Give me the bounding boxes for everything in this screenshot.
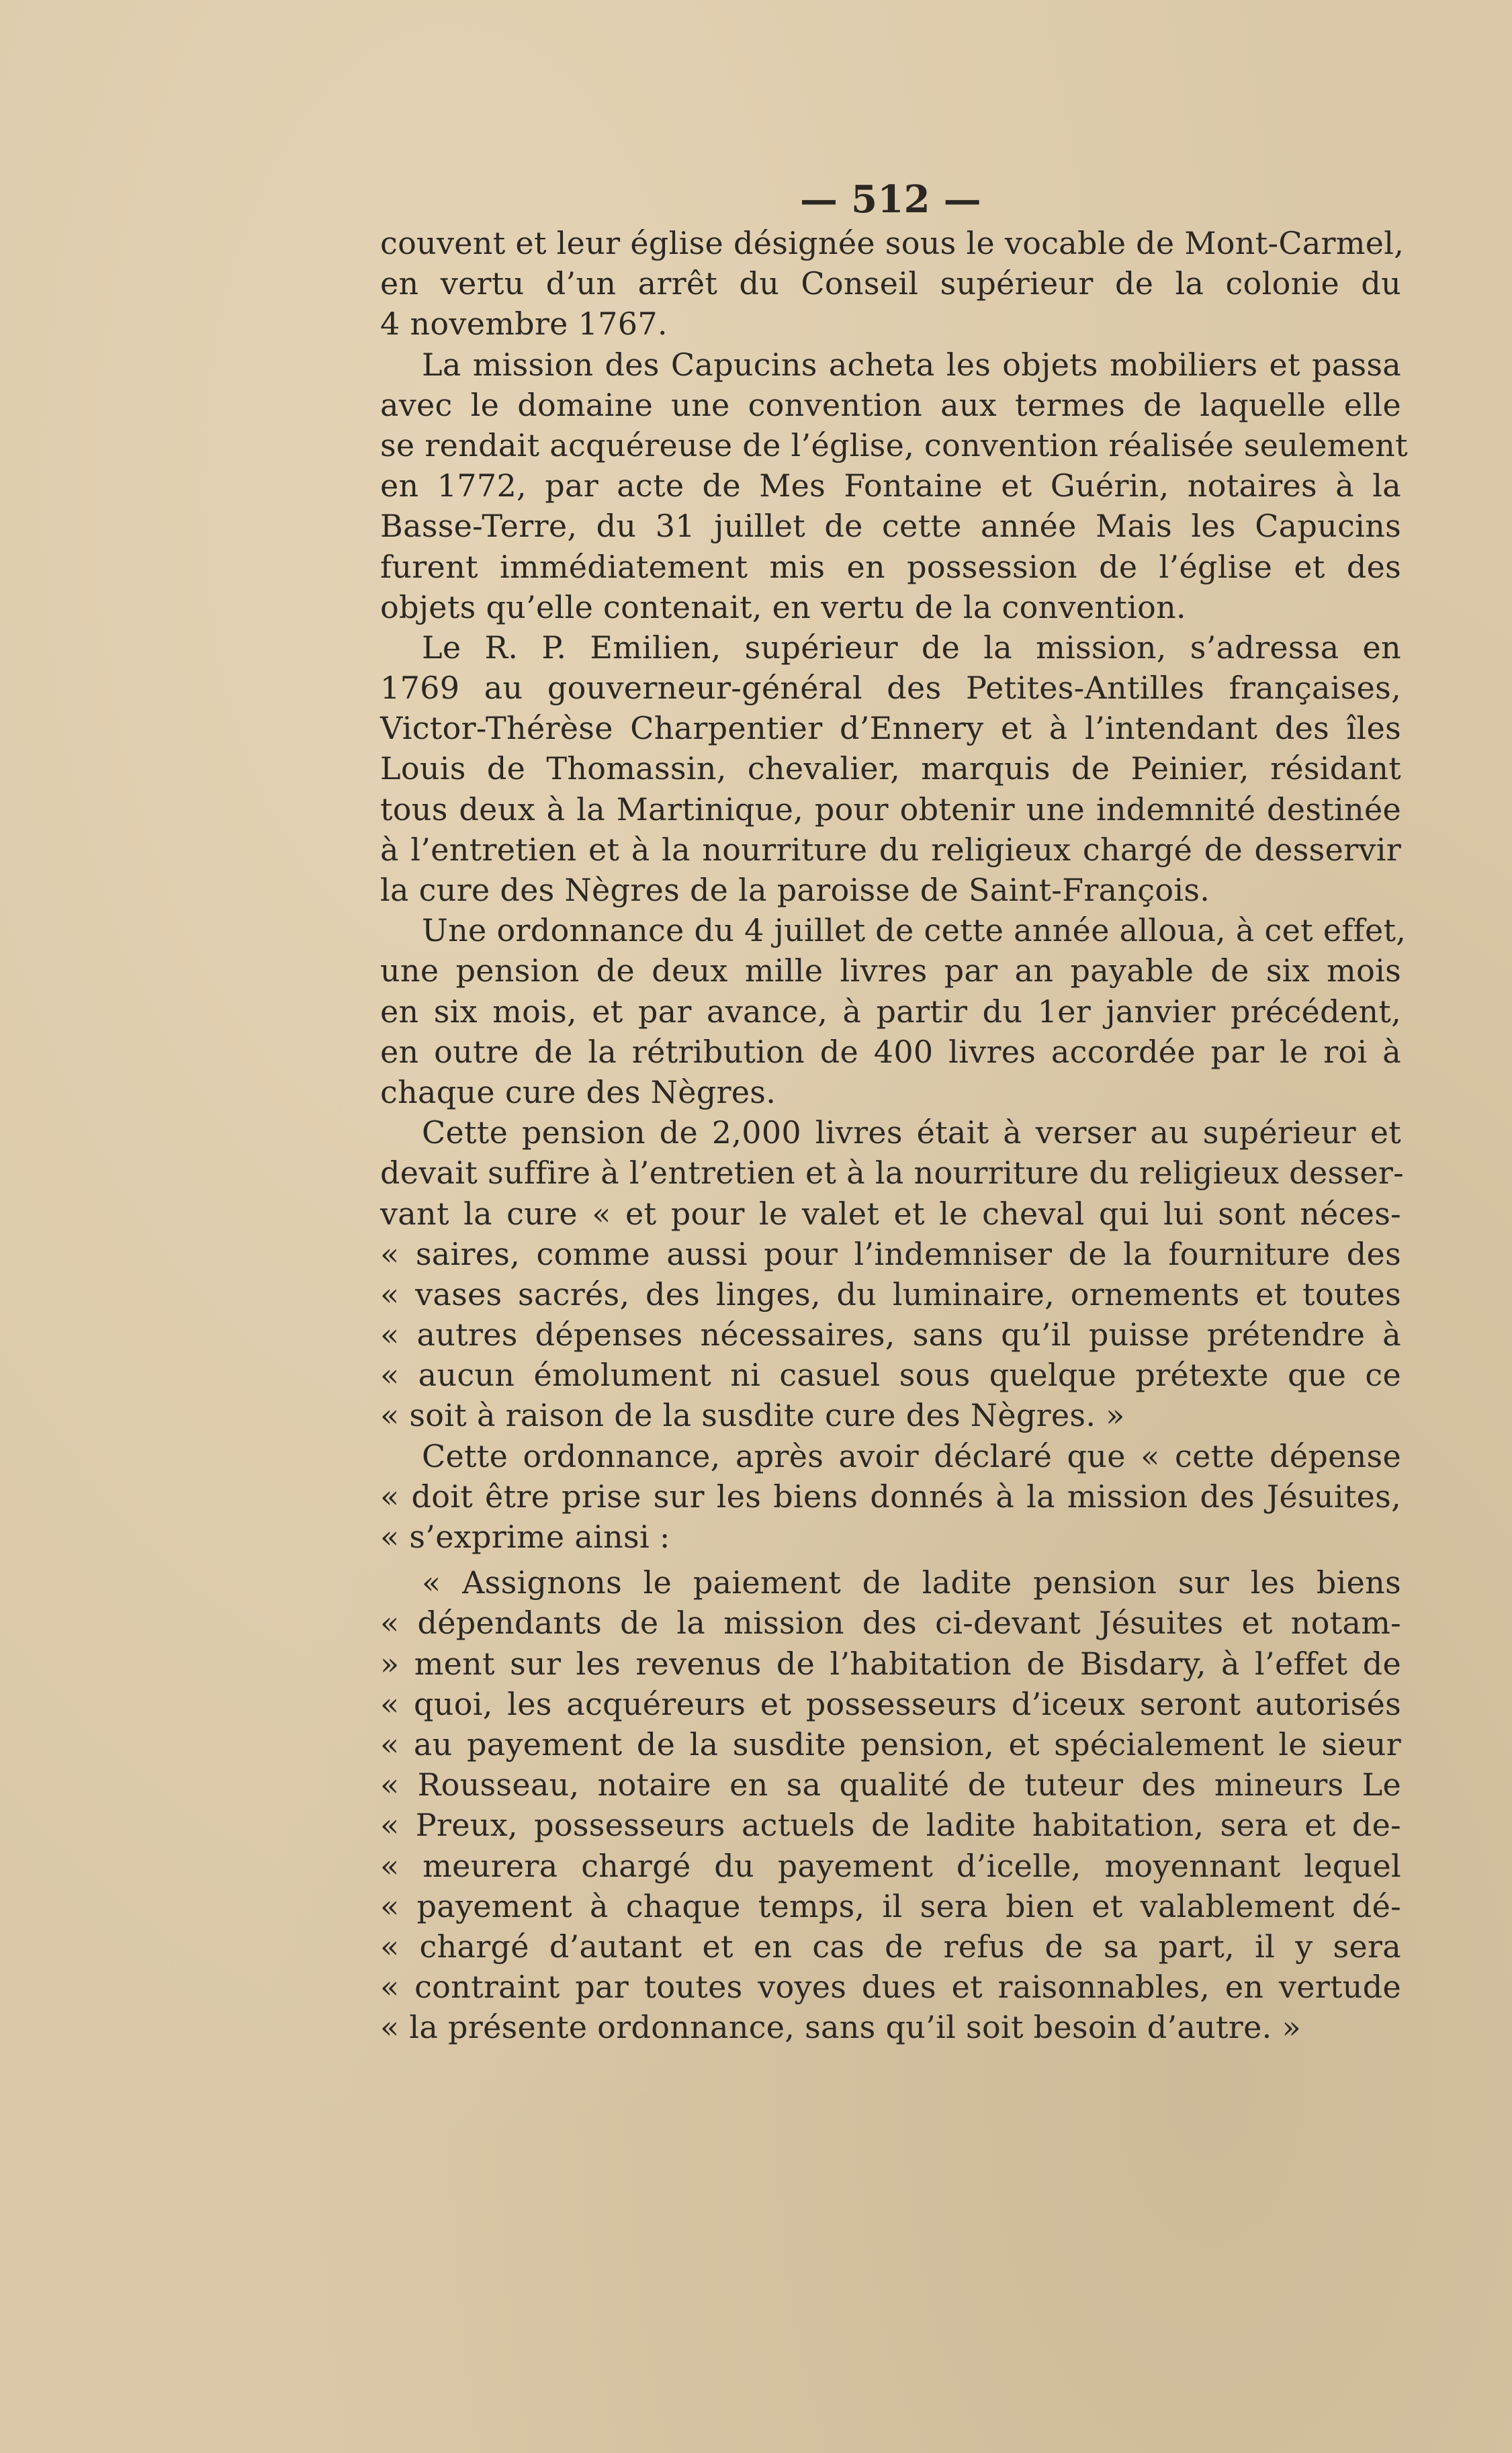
text-line: la cure des Nègres de la paroisse de Saint-François.	[380, 872, 1210, 908]
text-line: se rendait acquéreuse de l’église, convention réalisée seulement	[380, 427, 1408, 463]
text-line: « Preux, possesseurs actuels de ladite habitation, sera et de-	[380, 1807, 1401, 1844]
text-line: « la présente ordonnance, sans qu’il soit besoin d’autre. »	[380, 2009, 1301, 2046]
text-line: « au payement de la susdite pension, et spécialement le sieur	[380, 1726, 1401, 1763]
text-line: La mission des Capucins acheta les objets mobiliers et passa	[422, 346, 1401, 383]
text-line: devait suffire à l’entretien et à la nourriture du religieux desser-	[380, 1155, 1404, 1192]
text-line: couvent et leur église désignée sous le vocable de Mont-Carmel,	[380, 225, 1405, 261]
text-line: chaque cure des Nègres.	[380, 1073, 776, 1110]
text-line: « quoi, les acquéreurs et possesseurs d’iceux seront autorisés	[380, 1685, 1401, 1722]
text-line: « dépendants de la mission des ci-devant Jésuites et notam-	[380, 1605, 1401, 1642]
text-line: Louis de Thomassin, chevalier, marquis de Peinier, résidant	[380, 750, 1401, 787]
text-line: à l’entretien et à la nourriture du religieux chargé de desservir	[380, 831, 1401, 868]
page-number: — 512 —	[800, 177, 981, 222]
text-line: objets qu’elle contenait, en vertu de la convention.	[380, 588, 1186, 625]
text-line: 1769 au gouverneur-général des Petites-Antilles françaises,	[380, 670, 1401, 707]
text-line: « contraint par toutes voyes dues et raisonnables, en vertude	[380, 1969, 1401, 2006]
text-line: « saires, comme aussi pour l’indemniser de la fourniture des	[380, 1235, 1401, 1272]
text-line: « chargé d’autant et en cas de refus de sa part, il y sera	[380, 1928, 1401, 1965]
text-line: « s’exprime ainsi :	[380, 1519, 670, 1555]
text-line: Basse-Terre, du 31 juillet de cette année Mais les Capucins	[380, 508, 1401, 545]
text-line: « doit être prise sur les biens donnés à la mission des Jésuites,	[380, 1478, 1401, 1515]
text-line: 4 novembre 1767.	[380, 306, 668, 343]
text-line: en six mois, et par avance, à partir du 1er janvier précédent,	[380, 993, 1401, 1030]
text-line: en 1772, par acte de Mes Fontaine et Guérin, notaires à la	[380, 467, 1401, 504]
text-line: « payement à chaque temps, il sera bien et valablement dé-	[380, 1887, 1401, 1924]
text-line: Le R. P. Emilien, supérieur de la mission, s’adressa en	[422, 629, 1401, 666]
text-line: » ment sur les revenus de l’habitation de Bisdary, à l’effet de	[380, 1645, 1401, 1682]
text-line: « Rousseau, notaire en sa qualité de tuteur des mineurs Le	[380, 1767, 1401, 1803]
page-text	[380, 176, 1408, 2047]
quote-gap	[380, 1557, 1401, 1562]
text-line: en outre de la rétribution de 400 livres accordée par le roi à	[380, 1033, 1401, 1070]
text-line: furent immédiatement mis en possession de l’église et des	[380, 548, 1401, 585]
text-line: en vertu d’un arrêt du Conseil supérieur de la colonie du	[380, 265, 1401, 302]
text-line: vant la cure « et pour le valet et le cheval qui lui sont néces-	[380, 1195, 1401, 1232]
text-line: tous deux à la Martinique, pour obtenir une indemnité destinée	[380, 791, 1401, 828]
body-text	[380, 223, 1408, 2047]
text-line: Cette ordonnance, après avoir déclaré que « cette dépense	[422, 1437, 1401, 1474]
text-line: Une ordonnance du 4 juillet de cette année alloua, à cet effet,	[422, 912, 1407, 949]
text-line: « Assignons le paiement de ladite pension sur les biens	[422, 1564, 1401, 1601]
text-line: avec le domaine une convention aux termes de laquelle elle	[380, 386, 1401, 423]
text-line: une pension de deux mille livres par an payable de six mois	[380, 952, 1401, 989]
text-line: « vases sacrés, des linges, du luminaire, ornements et toutes	[380, 1276, 1401, 1312]
text-line: Cette pension de 2,000 livres était à verser au supérieur et	[422, 1114, 1401, 1151]
text-line: Victor-Thérèse Charpentier d’Ennery et à l’intendant des îles	[380, 710, 1401, 747]
text-line: « autres dépenses nécessaires, sans qu’il puisse prétendre à	[380, 1317, 1401, 1353]
text-line: « aucun émolument ni casuel sous quelque prétexte que ce	[380, 1357, 1401, 1394]
text-line: « meurera chargé du payement d’icelle, moyennant lequel	[380, 1847, 1401, 1884]
text-line: « soit à raison de la susdite cure des Nègres. »	[380, 1397, 1125, 1434]
